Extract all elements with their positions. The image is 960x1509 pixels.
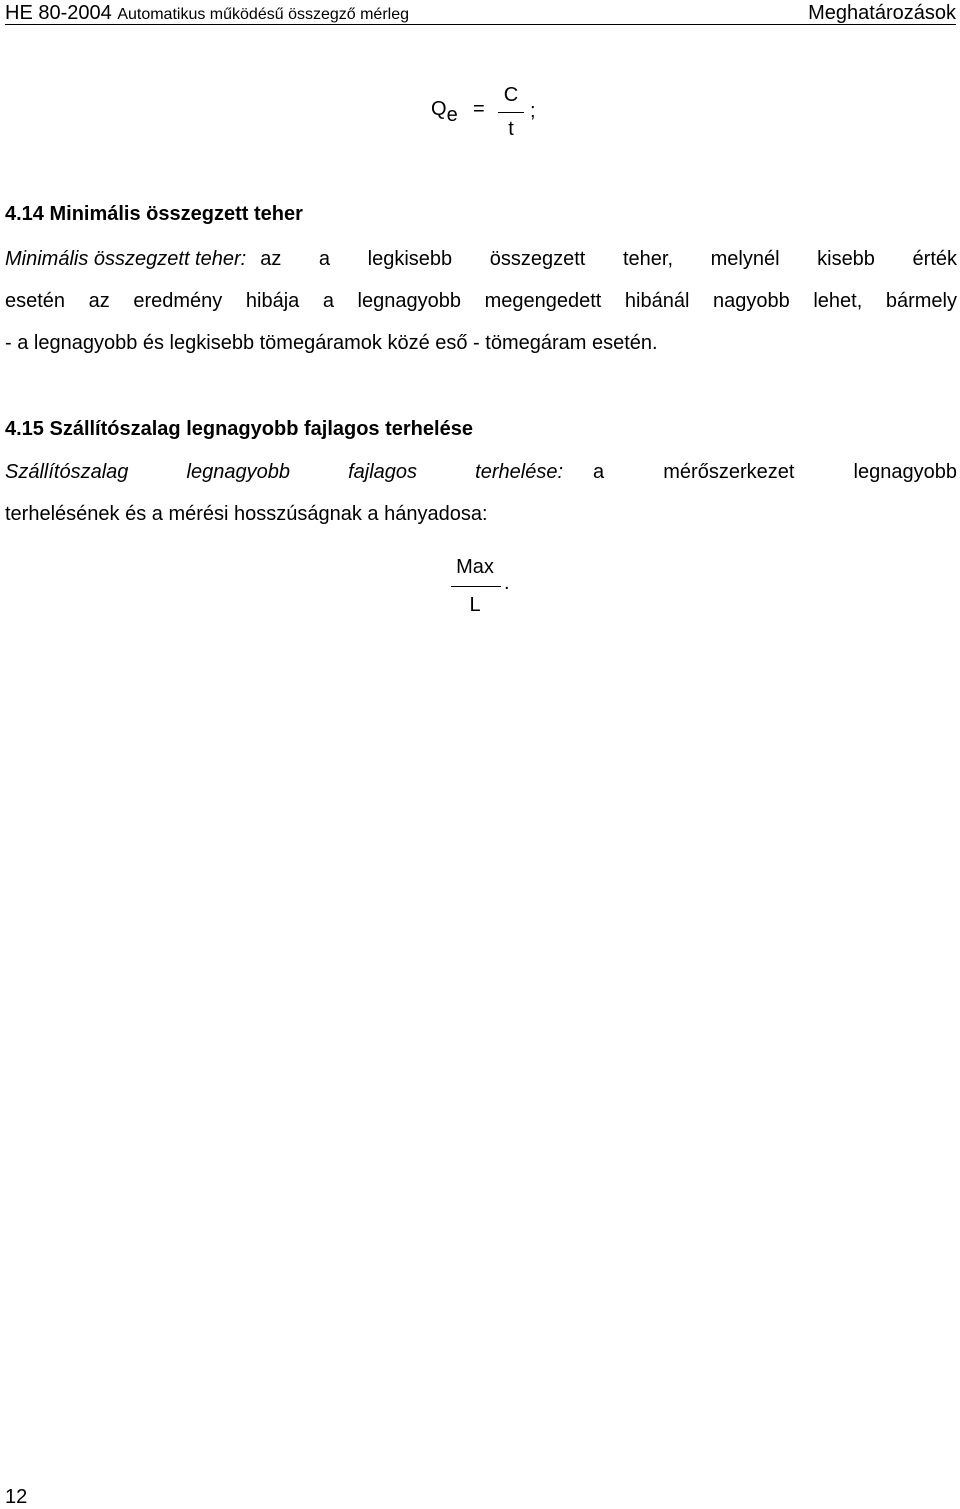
formula-denominator: L [469,594,481,616]
formula-denominator: t [508,118,514,140]
body-line-1-rest [260,238,957,280]
header-subtitle: Automatikus működésű összegző mérleg [117,6,410,23]
body-line-3: - a legnagyobb és legkisebb tömegáramok közé eső - tömegáram esetén. [5,332,658,354]
formula-max-over-l [449,556,519,626]
section-body-4-14 [5,238,957,364]
header-title [5,2,409,25]
section-heading-4-15: 4.15 Szállítószalag legnagyobb fajlagos terhelése [5,418,473,440]
formula-lhs-subscript: e [446,104,458,126]
section-body-4-15 [5,451,957,535]
formula-suffix: ; [530,100,536,122]
header-code: HE 80-2004 [5,2,112,24]
definition-term-text: Szállítószalag legnagyobb fajlagos terhelése: [5,461,563,483]
formula-numerator: Max [456,556,494,578]
formula-qe [431,84,551,144]
section-heading-4-14: 4.14 Minimális összegzett teher [5,203,303,225]
formula-suffix: . [504,572,510,594]
body-line-1-rest [593,451,957,493]
header-section: Meghatározások [808,2,956,24]
fraction-bar [451,586,501,587]
body-line-2: esetén az eredmény hibája a legnagyobb megengedett hibánál nagyobb lehet, bármely [5,290,957,312]
definition-term [5,451,563,493]
formula-numerator: C [503,84,519,106]
page-number: 12 [5,1486,28,1508]
formula-lhs [431,98,458,127]
body-line-1-text: az a legkisebb összegzett teher, melynél kisebb érték [260,248,957,270]
body-line-2: terhelésének és a mérési hosszúságnak a hányadosa: [5,503,488,525]
body-line-1-text: a mérőszerkezet legnagyobb [593,461,957,483]
body-line-1 [5,238,957,280]
formula-equals: = [473,98,485,120]
page-header [5,0,956,26]
fraction-bar [498,112,524,113]
definition-term: Minimális összegzett teher: [5,248,247,270]
formula-lhs-symbol: Q [431,98,447,120]
body-line-1 [5,451,957,493]
header-rule [5,24,956,25]
